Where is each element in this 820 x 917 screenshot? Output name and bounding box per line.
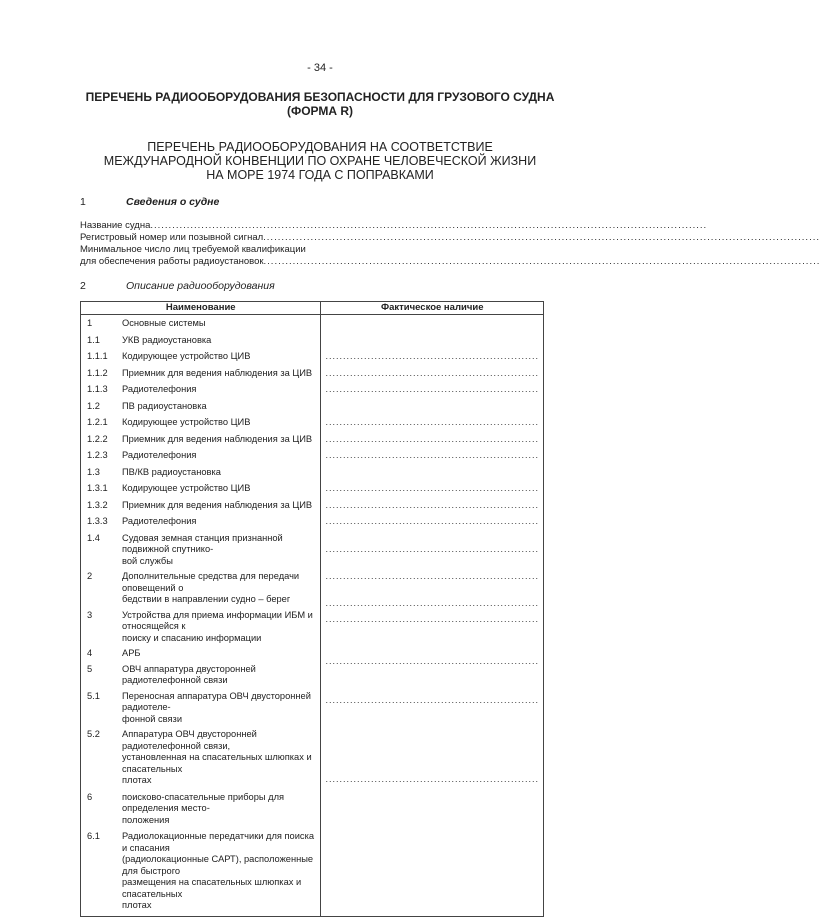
sub-title bbox=[60, 140, 580, 182]
min-personnel-field[interactable]: для обеспечения работы радиоустановок ......................................................................................................................................................... bbox=[80, 256, 820, 267]
table-row bbox=[81, 368, 320, 380]
row-name bbox=[122, 691, 320, 726]
actual-cell[interactable] bbox=[321, 533, 543, 556]
row-name-line: поиску и спасанию информации bbox=[122, 632, 262, 643]
fill-line: ............................................................. bbox=[325, 351, 539, 361]
row-name-line: плотах bbox=[122, 775, 152, 785]
fill-line: ............................................................. bbox=[325, 773, 539, 784]
fill-line bbox=[321, 335, 543, 347]
row-name-line: Приемник для ведения наблюдения за ЦИВ bbox=[122, 499, 313, 510]
actual-cell[interactable] bbox=[321, 516, 543, 528]
row-number: 5 bbox=[87, 663, 93, 674]
table-row bbox=[81, 533, 320, 568]
row-name bbox=[122, 500, 320, 512]
row-name bbox=[122, 729, 320, 787]
table-row bbox=[81, 318, 320, 330]
field-label: Название судна bbox=[80, 220, 151, 231]
row-name bbox=[122, 384, 320, 396]
fill-line bbox=[321, 739, 543, 751]
main-title bbox=[60, 90, 580, 118]
main-title-line: (ФОРМА R) bbox=[286, 104, 354, 118]
table-row bbox=[81, 335, 320, 347]
table-row bbox=[81, 417, 320, 429]
section2-title: Описание радиооборудования bbox=[126, 280, 275, 292]
row-name-line: (радиолокационные САРТ), расположенные для быстрого bbox=[122, 854, 314, 876]
row-name bbox=[122, 450, 320, 462]
actual-cell[interactable] bbox=[321, 500, 543, 512]
row-number: 1.1.3 bbox=[87, 384, 108, 394]
fill-line: ............................................................. bbox=[325, 694, 539, 705]
fill-line: ............................................................. bbox=[325, 656, 539, 666]
sub-title-line: НА МОРЕ 1974 ГОДА С ПОПРАВКАМИ bbox=[206, 168, 434, 182]
row-name-line: Дополнительные средства для передачи оповещений о bbox=[122, 571, 300, 593]
table-row bbox=[81, 831, 320, 912]
equipment-table bbox=[80, 301, 544, 917]
actual-cell bbox=[321, 629, 543, 641]
sub-title-line: ПЕРЕЧЕНЬ РАДИООБОРУДОВАНИЯ НА СООТВЕТСТВИЕ bbox=[147, 140, 493, 154]
row-name-line: Радиотелефония bbox=[122, 384, 197, 394]
col-actual-header: Фактическое наличие bbox=[321, 302, 544, 315]
row-name-line: Приемник для ведения наблюдения за ЦИВ bbox=[122, 367, 313, 378]
row-name bbox=[122, 434, 320, 446]
field-label: для обеспечения работы радиоустановок bbox=[80, 256, 264, 267]
actual-cell[interactable] bbox=[321, 739, 543, 785]
fill-line: ............................................................. bbox=[325, 483, 539, 493]
table-row bbox=[81, 571, 320, 606]
table-row bbox=[81, 610, 320, 645]
fill-line: ............................................................. bbox=[325, 367, 539, 378]
row-name-line: УКВ радиоустановка bbox=[122, 334, 212, 345]
actual-cell[interactable] bbox=[321, 614, 543, 626]
ship-info bbox=[80, 220, 820, 268]
row-name-line: Приемник для ведения наблюдения за ЦИВ bbox=[122, 433, 313, 444]
fill-line bbox=[321, 587, 543, 599]
fill-line: ............................................................. bbox=[325, 499, 539, 510]
row-name-line: Основные системы bbox=[122, 318, 206, 328]
actual-cell[interactable] bbox=[321, 587, 543, 610]
row-name bbox=[122, 664, 320, 687]
row-number: 5.2 bbox=[87, 729, 100, 739]
row-name-line: размещения на спасательных шлюпках и спасательных bbox=[122, 877, 302, 899]
row-number: 1 bbox=[87, 318, 93, 328]
fill-line bbox=[321, 751, 543, 763]
row-number: 6.1 bbox=[87, 831, 100, 841]
row-number: 1.3.1 bbox=[87, 483, 108, 493]
actual-cell[interactable] bbox=[321, 434, 543, 446]
actual-cell[interactable] bbox=[321, 450, 543, 462]
row-name bbox=[122, 351, 320, 363]
actual-cell[interactable] bbox=[321, 384, 543, 396]
fill-line: ............................................................. bbox=[325, 613, 539, 624]
row-name-line: Радиотелефония bbox=[122, 450, 197, 460]
actual-cell[interactable] bbox=[321, 560, 543, 583]
table-row bbox=[81, 648, 320, 660]
fill-line bbox=[321, 629, 543, 641]
row-number: 5.1 bbox=[87, 690, 100, 701]
row-number: 6 bbox=[87, 791, 93, 802]
row-name bbox=[122, 533, 320, 568]
row-name-line: бедствии в направлении судно – берег bbox=[122, 594, 291, 604]
row-number: 4 bbox=[87, 648, 93, 658]
actual-cell[interactable] bbox=[321, 483, 543, 495]
row-number: 1.2 bbox=[87, 400, 100, 411]
sub-title-line: МЕЖДУНАРОДНОЙ КОНВЕНЦИИ ПО ОХРАНЕ ЧЕЛОВЕЧЕСКОЙ ЖИЗНИ bbox=[103, 154, 537, 168]
actual-cell bbox=[321, 318, 543, 330]
fill-line bbox=[321, 711, 543, 723]
row-name-line: Радиотелефония bbox=[122, 516, 197, 526]
row-number: 1.2.3 bbox=[87, 450, 108, 460]
min-personnel-label bbox=[80, 244, 540, 256]
fill-line: ............................................................. bbox=[325, 571, 539, 581]
names-column bbox=[81, 315, 321, 917]
row-name bbox=[122, 483, 320, 495]
row-name bbox=[122, 368, 320, 380]
actual-cell[interactable] bbox=[321, 417, 543, 429]
row-name-line: установленная на спасательных шлюпках и спасательных bbox=[122, 752, 312, 774]
fill-line bbox=[321, 401, 543, 413]
field-label: Минимальное число лиц требуемой квалификации bbox=[80, 244, 306, 255]
row-name bbox=[122, 318, 320, 330]
row-number: 1.1.2 bbox=[87, 367, 108, 378]
section2-number: 2 bbox=[80, 280, 86, 292]
row-number: 2 bbox=[87, 571, 93, 581]
table-row bbox=[81, 450, 320, 462]
fill-line bbox=[321, 318, 543, 330]
row-name-line: вой службы bbox=[122, 555, 173, 566]
field-label: Регистровый номер или позывной сигнал bbox=[80, 232, 264, 243]
row-name bbox=[122, 335, 320, 347]
fill-line bbox=[321, 467, 543, 479]
row-name bbox=[122, 401, 320, 413]
row-name bbox=[122, 516, 320, 528]
row-name-line: Аппаратура ОВЧ двусторонней радиотелефонной связи, bbox=[122, 729, 257, 751]
table-row bbox=[81, 384, 320, 396]
row-name-line: ОВЧ аппаратура двусторонней радиотелефонной связи bbox=[122, 663, 256, 685]
row-name-line: фонной связи bbox=[122, 713, 183, 724]
table-row bbox=[81, 351, 320, 363]
table-row bbox=[81, 434, 320, 446]
fill-line: ............................................................. bbox=[325, 544, 539, 554]
fill-line: ............................................................. bbox=[325, 417, 539, 427]
actual-cell[interactable] bbox=[321, 351, 543, 363]
fill-line: ............................................................. bbox=[325, 450, 539, 460]
page-number: - 34 - bbox=[307, 62, 333, 74]
row-name-line: плотах bbox=[122, 900, 152, 910]
row-name-line: поисково-спасательные приборы для определения место- bbox=[122, 791, 285, 813]
row-name-line: Кодирующее устройство ЦИВ bbox=[122, 351, 251, 361]
row-name-line: Судовая земная станция признанной подвижной спутнико- bbox=[122, 532, 283, 554]
table-row bbox=[81, 401, 320, 413]
row-number: 1.1.1 bbox=[87, 351, 108, 361]
row-name-line: ПВ/КВ радиоустановка bbox=[122, 466, 221, 477]
table-row bbox=[81, 467, 320, 479]
fill-line: ............................................................. bbox=[325, 384, 539, 394]
row-name bbox=[122, 417, 320, 429]
row-name-line: Радиолокационные передатчики для поиска и спасания bbox=[122, 831, 315, 853]
actual-cell[interactable] bbox=[321, 368, 543, 380]
row-number: 1.1 bbox=[87, 334, 100, 345]
fill-line bbox=[321, 723, 543, 735]
fill-line bbox=[321, 762, 543, 774]
table-row bbox=[81, 500, 320, 512]
row-name bbox=[122, 610, 320, 645]
table-body bbox=[81, 315, 544, 917]
table-row bbox=[81, 483, 320, 495]
fill-line: ............................................................. bbox=[325, 433, 539, 444]
actual-cell bbox=[321, 711, 543, 734]
row-name-line: Кодирующее устройство ЦИВ bbox=[122, 483, 251, 493]
row-number: 1.2.1 bbox=[87, 417, 108, 427]
row-number: 1.3.3 bbox=[87, 516, 108, 526]
row-name-line: АРБ bbox=[122, 648, 141, 658]
actual-cell bbox=[321, 335, 543, 347]
fill-line bbox=[321, 533, 543, 545]
row-name-line: ПВ радиоустановка bbox=[122, 400, 207, 411]
actual-column bbox=[321, 315, 544, 917]
row-name-line: Переносная аппаратура ОВЧ двусторонней радиотеле- bbox=[122, 690, 311, 712]
table-row bbox=[81, 664, 320, 687]
row-name bbox=[122, 571, 320, 606]
ship-name-field[interactable]: Название судна ......................................................................................................................................................... bbox=[80, 220, 708, 231]
row-number: 1.2.2 bbox=[87, 433, 108, 444]
row-number: 1.3 bbox=[87, 466, 100, 477]
row-number: 3 bbox=[87, 609, 93, 620]
row-name-line: Устройства для приема информации ИБМ и относящейся к bbox=[122, 609, 313, 631]
fill-line: ............................................................. bbox=[325, 598, 539, 608]
row-name bbox=[122, 467, 320, 479]
col-name-header: Наименование bbox=[81, 302, 321, 315]
section1-number: 1 bbox=[80, 196, 86, 208]
row-name-line: положения bbox=[122, 814, 170, 825]
register-number-field[interactable]: Регистровый номер или позывной сигнал ......................................................................................................................................................... bbox=[80, 232, 820, 243]
actual-cell[interactable] bbox=[321, 672, 543, 707]
table-header bbox=[81, 302, 544, 315]
fill-line: ............................................................. bbox=[325, 516, 539, 526]
table-row bbox=[81, 729, 320, 787]
actual-cell bbox=[321, 401, 543, 413]
fill-line bbox=[321, 683, 543, 695]
table-row bbox=[81, 792, 320, 827]
row-name-line: Кодирующее устройство ЦИВ bbox=[122, 417, 251, 427]
actual-cell[interactable] bbox=[321, 645, 543, 668]
row-number: 1.4 bbox=[87, 532, 100, 543]
row-name bbox=[122, 648, 320, 660]
table-row bbox=[81, 691, 320, 726]
actual-cell bbox=[321, 467, 543, 479]
fill-line bbox=[321, 560, 543, 572]
section1-title: Сведения о судне bbox=[126, 196, 220, 208]
table-row bbox=[81, 516, 320, 528]
row-name bbox=[122, 792, 320, 827]
fill-line bbox=[321, 672, 543, 684]
row-number: 1.3.2 bbox=[87, 499, 108, 510]
main-title-line: ПЕРЕЧЕНЬ РАДИООБОРУДОВАНИЯ БЕЗОПАСНОСТИ ДЛЯ ГРУЗОВОГО СУДНА bbox=[85, 90, 555, 104]
fill-line bbox=[321, 645, 543, 657]
row-name bbox=[122, 831, 320, 912]
